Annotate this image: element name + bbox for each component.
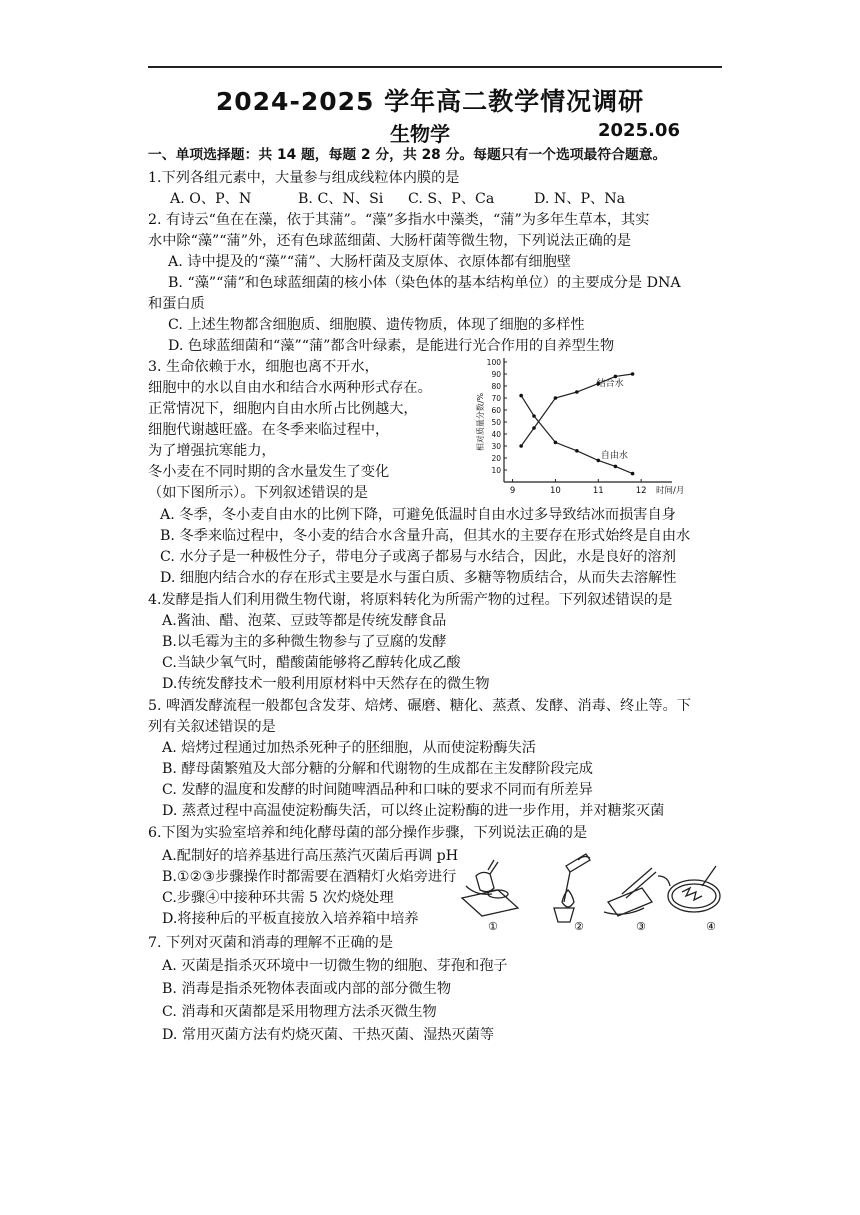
series-label: 结合水	[596, 379, 624, 389]
y-tick-label: 50	[491, 418, 501, 427]
q3-option-d: D. 细胞内结合水的存在形式主要是水与蛋白质、多糖等物质结合，从而失去溶解性	[160, 570, 677, 586]
step-4-label: ④	[706, 920, 716, 933]
x-axis-label: 时间/月	[656, 486, 685, 496]
q3-stem-4: 细胞代谢越旺盛。在冬季来临过程中，	[148, 422, 390, 438]
exam-date: 2025.06	[598, 120, 680, 141]
q2-option-a: A. 诗中提及的“藻”“蒲”、大肠杆菌及支原体、衣原体都有细胞壁	[168, 254, 571, 270]
water-content-chart	[474, 352, 686, 502]
data-point	[631, 372, 635, 376]
q3-option-b: B. 冬季来临过程中，冬小麦的结合水含量升高，但其水的主要存在形式始终是自由水	[160, 528, 691, 544]
step-2-label: ②	[574, 920, 584, 933]
q3-option-c: C. 水分子是一种极性分子，带电分子或离子都易与水结合，因此，水是良好的溶剂	[160, 549, 676, 565]
culture-steps-figure	[458, 846, 724, 934]
q3-stem-5: 为了增强抗寒能力，	[148, 443, 276, 459]
data-point	[575, 449, 579, 453]
data-point	[532, 414, 536, 418]
step-1-pouring-illustration	[462, 860, 518, 916]
q7-option-d: D. 常用灭菌方法有灼烧灭菌、干热灭菌、湿热灭菌等	[162, 1027, 495, 1043]
q1-option-a: A. O、P、N	[170, 191, 252, 207]
step-2-flaming-illustration	[554, 854, 590, 922]
q2-option-c: C. 上述生物都含细胞质、细胞膜、遗传物质，体现了细胞的多样性	[168, 317, 585, 333]
q5-option-b: B. 酵母菌繁殖及大部分糖的分解和代谢物的生成都在主发酵阶段完成	[162, 761, 593, 777]
data-point	[614, 375, 618, 379]
q7-option-c: C. 消毒和灭菌都是采用物理方法杀灭微生物	[162, 1004, 437, 1020]
q3-option-a: A. 冬季，冬小麦自由水的比例下降，可避免低温时自由水过多导致结冰而损害自身	[160, 507, 676, 523]
step-4-plate-illustration	[668, 866, 720, 912]
q6-stem: 6.下图为实验室培养和纯化酵母菌的部分操作步骤，下列说法正确的是	[148, 825, 588, 841]
y-tick-label: 40	[491, 430, 501, 439]
q4-stem: 4.发酵是指人们利用微生物代谢，将原料转化为所需产物的过程。下列叙述错误的是	[148, 592, 673, 608]
x-tick-label: 10	[550, 486, 561, 496]
q5-option-c: C. 发酵的温度和发酵的时间随啤酒品种和口味的要求不同而有所差异	[162, 782, 593, 798]
q6-option-d: D.将接种后的平板直接放入培养箱中培养	[162, 911, 419, 927]
data-point	[519, 444, 523, 448]
data-point	[532, 426, 536, 430]
series-label: 自由水	[600, 451, 628, 461]
q1-option-c: C. S、P、Ca	[408, 191, 495, 207]
q7-stem: 7. 下列对灭菌和消毒的理解不正确的是	[148, 935, 394, 951]
q2-stem-1: 2. 有诗云“鱼在在藻，依于其蒲”。“藻”多指水中藻类，“蒲”为多年生草本，其实	[148, 212, 650, 228]
q4-option-b: B.以毛霉为主的多种微生物参与了豆腐的发酵	[162, 634, 447, 650]
data-point	[631, 472, 635, 476]
q1-option-d: D. N、P、Na	[534, 191, 626, 207]
y-tick-label: 90	[491, 370, 501, 379]
q2-stem-2: 水中除“藻”“蒲”外，还有色球蓝细菌、大肠杆菌等微生物，下列说法正确的是	[148, 233, 632, 249]
y-tick-label: 10	[491, 466, 501, 475]
q5-option-d: D. 蒸煮过程中高温使淀粉酶失活，可以终止淀粉酶的进一步作用，并对糖浆灭菌	[162, 803, 665, 819]
y-tick-label: 60	[491, 406, 501, 415]
q4-option-a: A.酱油、醋、泡菜、豆豉等都是传统发酵食品	[162, 613, 447, 629]
series-line-free-water	[521, 396, 632, 474]
top-rule	[148, 66, 722, 68]
q4-option-c: C.当缺少氧气时，醋酸菌能够将乙醇转化成乙酸	[162, 655, 461, 671]
q5-option-a: A. 焙烤过程通过加热杀死种子的胚细胞，从而使淀粉酶失活	[162, 740, 536, 756]
step-3-label: ③	[636, 920, 646, 933]
y-axis-label: 相对质量分数/%	[476, 392, 485, 452]
q2-option-d: D. 色球蓝细菌和“藻”“蒲”都含叶绿素，是能进行光合作用的自养型生物	[168, 338, 615, 354]
exam-title: 2024-2025 学年高二教学情况调研	[215, 87, 645, 116]
data-point	[554, 396, 558, 400]
x-tick-label: 9	[509, 486, 516, 496]
x-tick-label: 12	[635, 486, 647, 496]
y-tick-label: 100	[486, 358, 501, 367]
q6-option-c: C.步骤④中接种环共需 5 次灼烧处理	[162, 890, 394, 906]
step-3-dipping-illustration	[604, 868, 670, 916]
q1-stem: 1.下列各组元素中，大量参与组成线粒体内膜的是	[148, 170, 460, 186]
q5-stem-1: 5. 啤酒发酵流程一般都包含发芽、焙烤、碾磨、糖化、蒸煮、发酵、消毒、终止等。下	[148, 698, 691, 714]
q3-stem-3: 正常情况下，细胞内自由水所占比例越大，	[148, 401, 418, 417]
y-tick-label: 30	[491, 442, 501, 451]
q6-option-b: B.①②③步骤操作时都需要在酒精灯火焰旁进行	[162, 869, 457, 885]
q5-stem-2: 列有关叙述错误的是	[148, 719, 276, 735]
y-tick-label: 70	[491, 394, 501, 403]
q2-option-b-2: 和蛋白质	[148, 296, 205, 312]
data-point	[614, 465, 618, 469]
y-tick-label: 20	[491, 454, 501, 463]
q6-option-a: A.配制好的培养基进行高压蒸汽灭菌后再调 pH	[162, 848, 459, 864]
q7-option-b: B. 消毒是指杀死物体表面或内部的部分微生物	[162, 981, 452, 997]
section-heading: 一、单项选择题：共 14 题，每题 2 分，共 28 分。每题只有一个选项最符合题意。	[148, 147, 667, 163]
q3-stem-2: 细胞中的水以自由水和结合水两种形式存在。	[148, 380, 432, 396]
y-tick-label: 80	[491, 382, 501, 391]
q7-option-a: A. 灭菌是指杀灭环境中一切微生物的细胞、芽孢和孢子	[162, 958, 508, 974]
data-point	[554, 441, 558, 445]
step-1-label: ①	[488, 920, 498, 933]
q4-option-d: D.传统发酵技术一般利用原材料中天然存在的微生物	[162, 676, 490, 692]
q3-stem-7: （如下图所示）。下列叙述错误的是	[148, 485, 368, 501]
q2-option-b-1: B. “藻”“蒲”和色球蓝细菌的核小体（染色体的基本结构单位）的主要成分是 DNA	[168, 275, 681, 291]
q3-stem-6: 冬小麦在不同时期的含水量发生了变化	[148, 464, 390, 480]
x-tick-label: 11	[592, 486, 604, 496]
q1-option-b: B. C、N、Si	[298, 191, 384, 207]
data-point	[596, 459, 600, 463]
q3-stem-1: 3. 生命依赖于水，细胞也离不开水，	[148, 359, 379, 375]
data-point	[519, 394, 523, 398]
data-point	[575, 390, 579, 394]
exam-subject: 生物学	[390, 122, 450, 146]
